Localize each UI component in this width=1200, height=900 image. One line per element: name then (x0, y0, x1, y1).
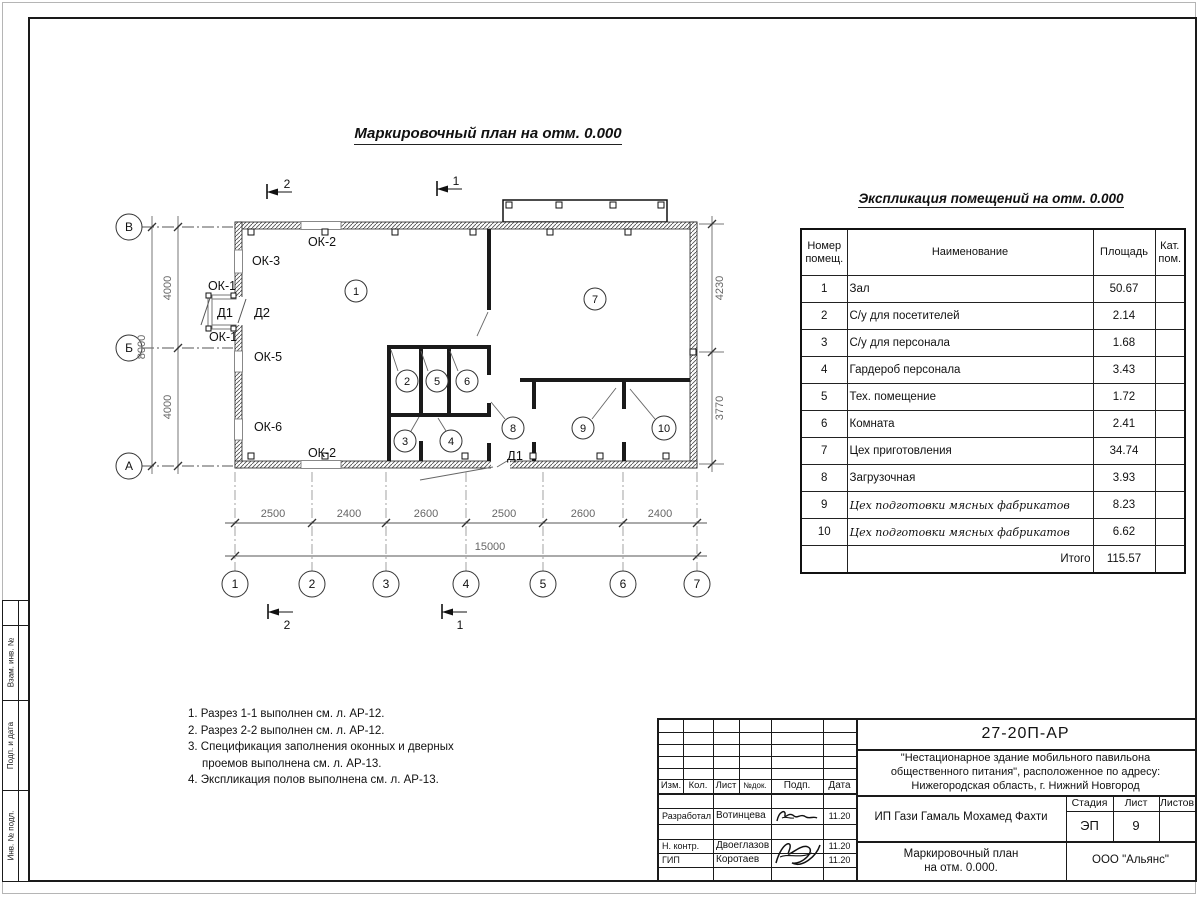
schedule-total-row (801, 546, 1185, 574)
notes-block (188, 706, 454, 789)
section-marks (267, 181, 467, 619)
strip-cell-vzam: Взам. инв. № (6, 637, 15, 688)
svg-text:2: 2 (308, 577, 316, 591)
svg-text:1: 1 (456, 618, 464, 632)
table-row: 8 Загрузочная 3.93 (801, 465, 1185, 492)
svg-text:2600: 2600 (570, 508, 596, 520)
svg-text:6: 6 (619, 577, 627, 591)
sheet-title: Маркировочный план на отм. 0.000. (903, 847, 1019, 874)
svg-text:2500: 2500 (260, 508, 286, 520)
col-header-name: Наименование (847, 229, 1093, 276)
dim-label: 4230 (714, 275, 726, 301)
stage-value: ЭП (1080, 817, 1099, 833)
svg-text:9: 9 (579, 423, 587, 435)
dim-label: 4000 (162, 394, 174, 420)
grid-row-label: А (124, 459, 134, 473)
grid-row-label: В (124, 220, 134, 234)
col-izm: Изм. (660, 779, 682, 791)
sheet-value: 9 (1132, 817, 1140, 833)
svg-text:Д2: Д2 (253, 305, 271, 320)
col-list: Лист (715, 779, 737, 791)
svg-text:Д1: Д1 (506, 448, 524, 463)
svg-text:3: 3 (401, 436, 409, 448)
sheets-label: Листов (1159, 796, 1195, 809)
svg-text:ОК-1: ОК-1 (207, 279, 237, 293)
col-podp: Подп. (783, 780, 811, 792)
role-name: Коротаев (716, 854, 760, 866)
note-line: 2. Разрез 2-2 выполнен см. л. АР-12. (188, 724, 385, 737)
svg-text:4: 4 (447, 436, 455, 448)
page-title: Маркировочный план на отм. 0.000 (340, 125, 636, 142)
svg-text:5: 5 (433, 376, 441, 388)
note-line: 1. Разрез 1-1 выполнен см. л. АР-12. (188, 708, 385, 720)
project-description: "Нестационарное здание мобильного павильона общественного питания", расположенное по адресу: Нижегородская область, г. Нижний Новгород (890, 752, 1161, 792)
svg-text:1: 1 (452, 174, 460, 188)
note-line: 3. Спецификация заполнения оконных и дверных (188, 741, 454, 753)
table-row: 1 Зал 50.67 (801, 276, 1185, 303)
svg-text:4: 4 (462, 577, 470, 591)
dim-label: 3770 (714, 395, 726, 421)
note-line: проемов выполнена см. л. АР-13. (202, 757, 382, 770)
role-name: Двоеглазов (716, 840, 770, 852)
svg-text:8: 8 (509, 423, 517, 435)
table-row: 3 С/у для персонала 1.68 (801, 330, 1185, 357)
table-row: 9 Цех подготовки мясных фабрикатов 8.23 (801, 492, 1185, 519)
company-name: ООО "Альянс" (1092, 853, 1169, 866)
col-ndok: №док. (743, 781, 767, 791)
col-kol: Кол. (688, 779, 708, 791)
svg-text:7: 7 (693, 577, 701, 591)
svg-text:ОК-5: ОК-5 (253, 350, 283, 364)
table-row: 10 Цех подготовки мясных фабрикатов 6.62 (801, 519, 1185, 546)
role-label: ГИП (662, 854, 680, 865)
svg-text:ОК-2: ОК-2 (307, 235, 337, 249)
dims-right (699, 216, 724, 472)
svg-text:ОК-6: ОК-6 (253, 420, 283, 434)
table-row: 6 Комната 2.41 (801, 411, 1185, 438)
role-date: 11.20 (828, 810, 851, 821)
dims-left (148, 216, 182, 474)
svg-text:3: 3 (382, 577, 390, 591)
svg-text:15000: 15000 (474, 541, 506, 553)
table-row: 7 Цех приготовления 34.74 (801, 438, 1185, 465)
svg-text:2400: 2400 (647, 508, 673, 520)
schedule-title: Экспликация помещений на отм. 0.000 (858, 191, 1124, 206)
dim-label: 8000 (136, 334, 148, 360)
frame-side-strip (2, 600, 29, 882)
room-number-labels (353, 286, 670, 448)
col-header-area: Площадь (1093, 229, 1155, 276)
svg-text:2500: 2500 (491, 508, 517, 520)
dim-bottom-labels (261, 508, 672, 553)
svg-text:ОК-2: ОК-2 (307, 446, 337, 460)
col-header-cat: Кат. пом. (1155, 229, 1185, 276)
role-date: 11.20 (828, 840, 851, 851)
title-block (657, 718, 1197, 882)
svg-text:6: 6 (463, 376, 471, 388)
total-value: 115.57 (1093, 546, 1155, 574)
role-label: Разработал (662, 810, 711, 821)
table-row: 4 Гардероб персонала 3.43 (801, 357, 1185, 384)
sheet-label: Лист (1124, 796, 1148, 809)
doc-number: 27-20П-АР (981, 725, 1070, 743)
svg-text:10: 10 (657, 423, 671, 435)
floor-plan (0, 0, 780, 660)
signature-votintseva (774, 808, 820, 824)
svg-text:2: 2 (283, 177, 291, 191)
table-row: 5 Тех. помещение 1.72 (801, 384, 1185, 411)
svg-text:ОК-1: ОК-1 (208, 330, 238, 344)
svg-text:ОК-3: ОК-3 (251, 254, 281, 268)
schedule-header-row (801, 229, 1185, 276)
col-data: Дата (828, 780, 851, 792)
role-name: Вотинцева (716, 810, 766, 822)
svg-text:2400: 2400 (336, 508, 362, 520)
table-row: 2 С/у для посетителей 2.14 (801, 303, 1185, 330)
client-name: ИП Гази Гамаль Мохамед Фахти (874, 811, 1048, 824)
svg-text:2600: 2600 (413, 508, 439, 520)
svg-text:2: 2 (283, 618, 291, 632)
signature-flourish (772, 837, 824, 869)
role-date: 11.20 (828, 854, 851, 865)
svg-text:1: 1 (352, 286, 360, 298)
note-line: 4. Экспликация полов выполнена см. л. АР-13. (188, 774, 439, 786)
stage-label: Стадия (1071, 796, 1108, 809)
strip-cell-podp: Подп. и дата (6, 721, 15, 769)
total-label: Итого (847, 546, 1093, 574)
role-label: Н. контр. (662, 840, 700, 851)
svg-text:7: 7 (591, 294, 599, 306)
grid-row-label: Б (125, 341, 133, 355)
grid-axes-left (116, 214, 233, 479)
svg-text:Д1: Д1 (216, 305, 234, 320)
dim-label: 4000 (162, 275, 174, 301)
strip-cell-inv: Инв. № подл. (6, 810, 15, 861)
svg-text:1: 1 (231, 577, 239, 591)
svg-text:2: 2 (403, 376, 411, 388)
room-schedule-table (800, 228, 1186, 574)
svg-text:5: 5 (539, 577, 547, 591)
col-header-number: Номер помещ. (801, 229, 847, 276)
